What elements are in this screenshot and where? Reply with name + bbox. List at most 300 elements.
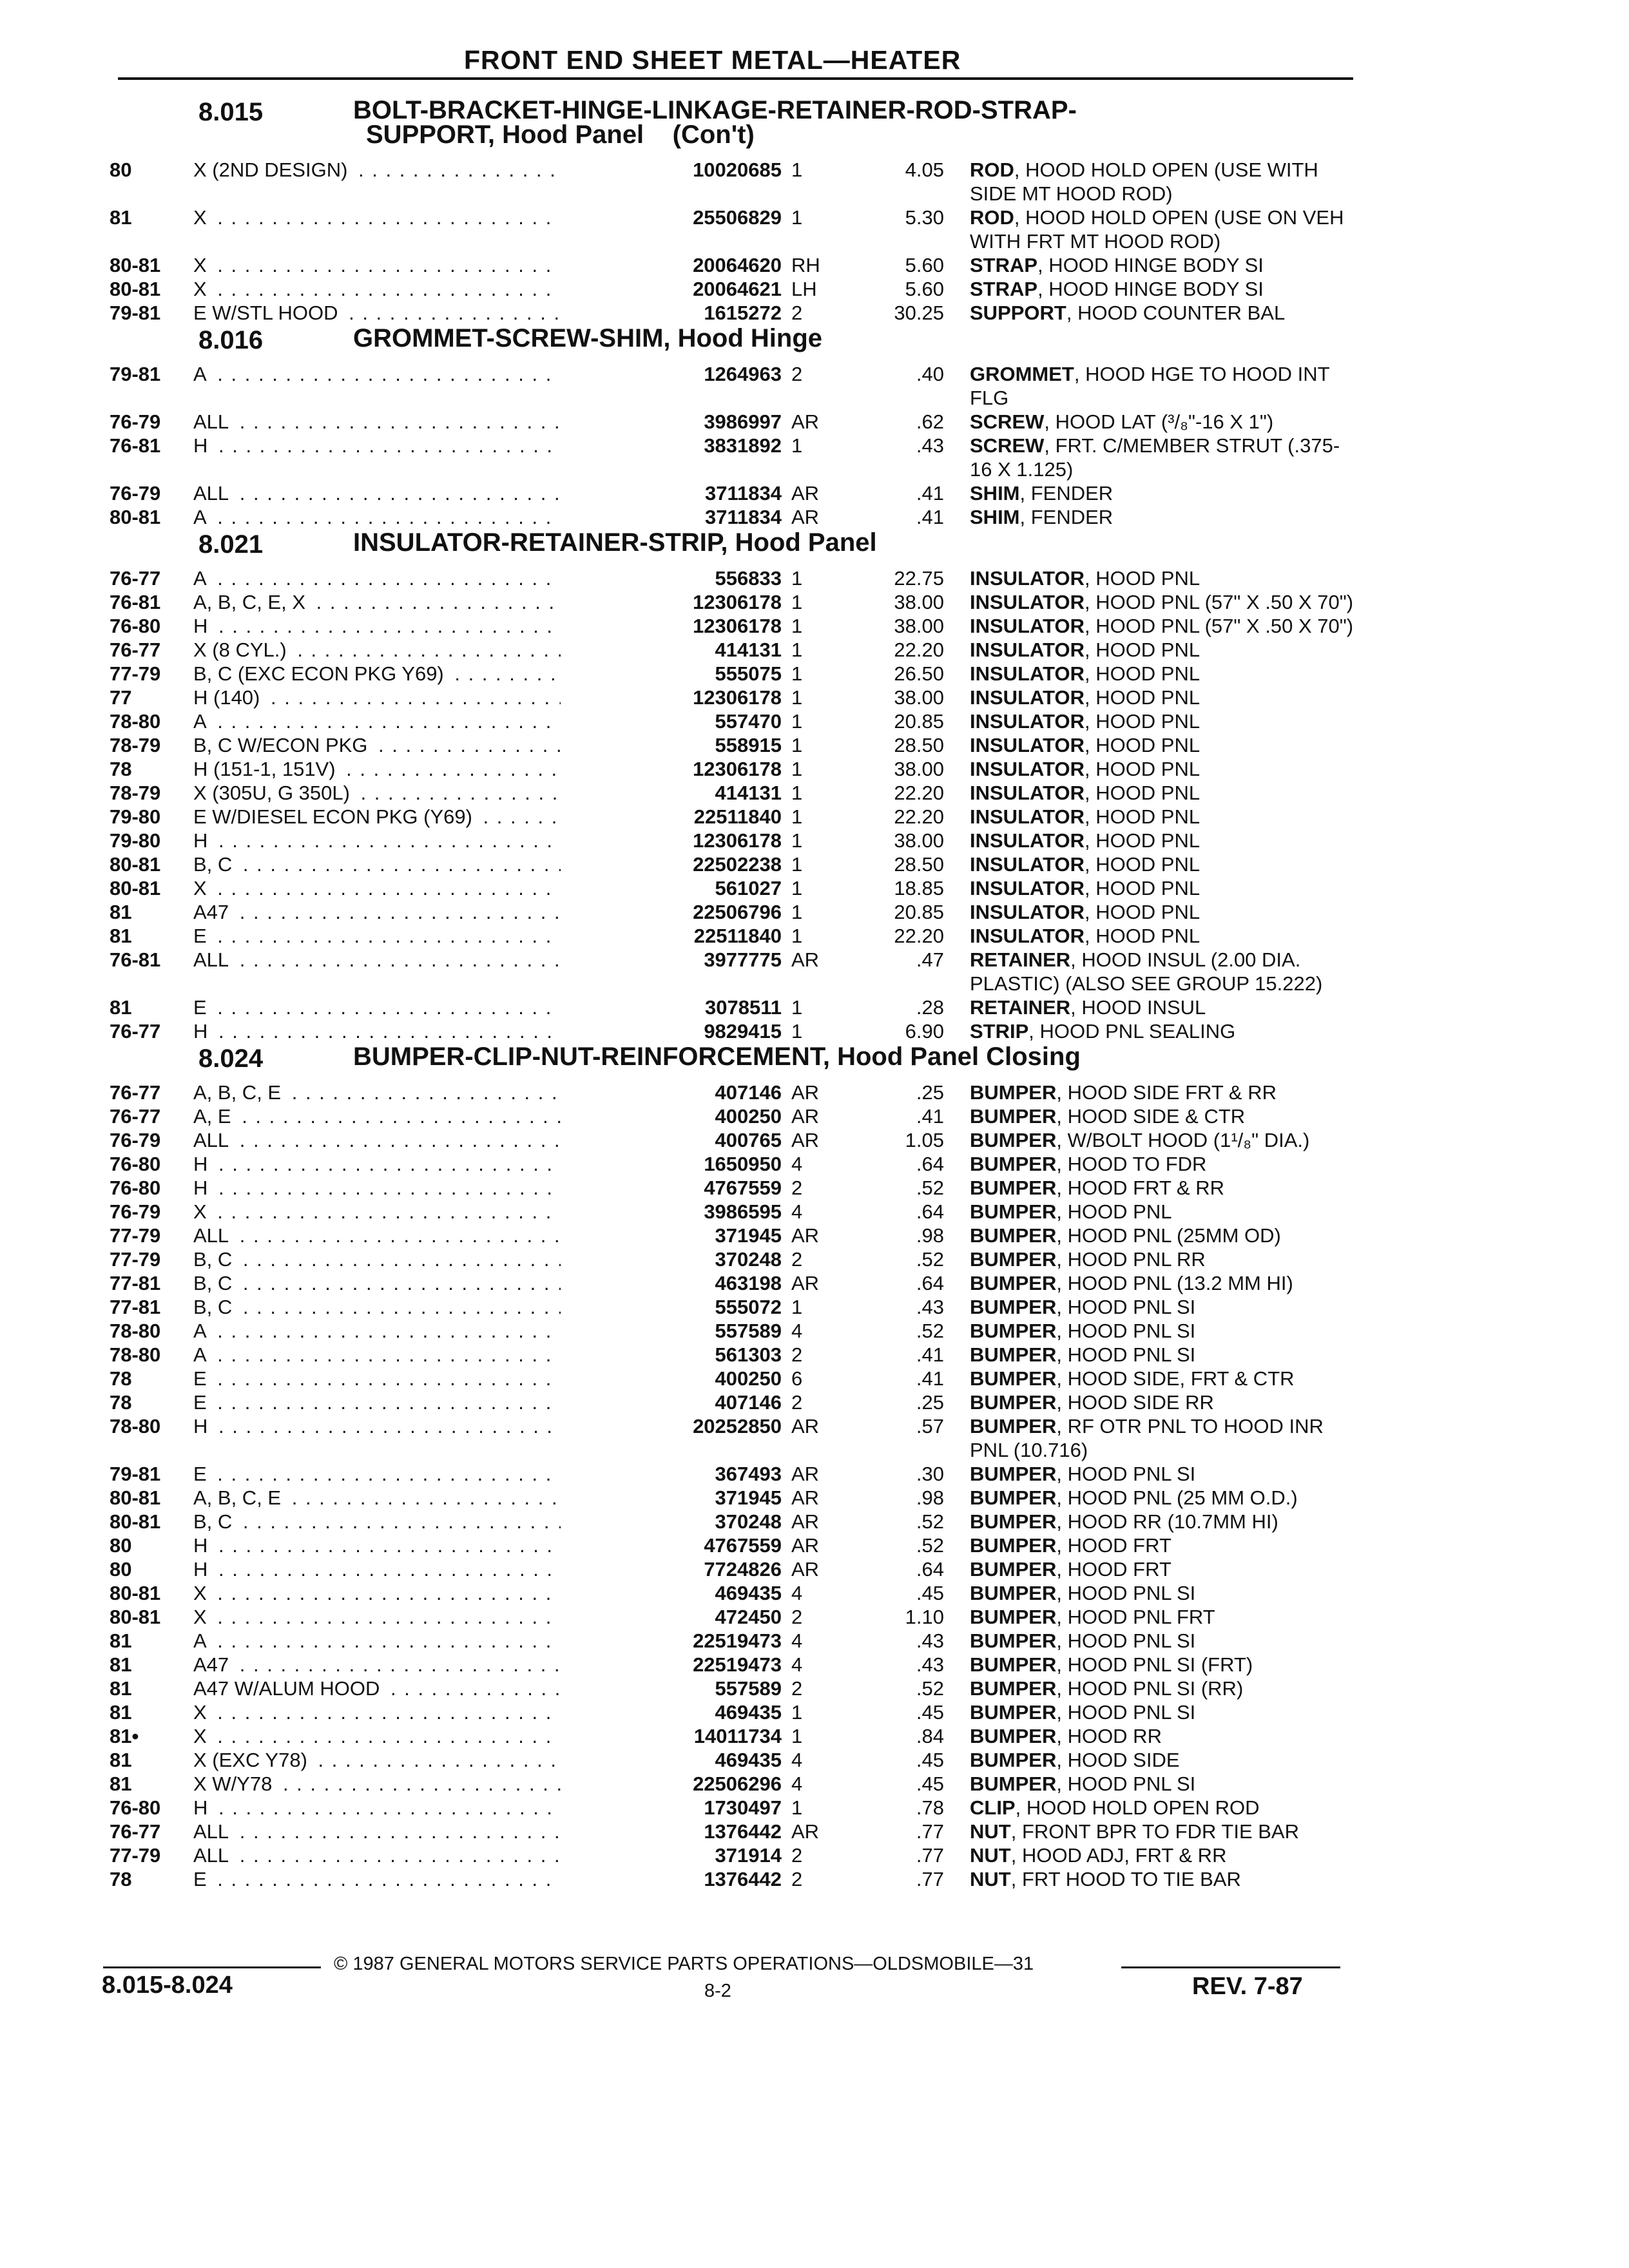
model-years: 78-80 (110, 710, 161, 733)
application-text: E W/STL HOOD (193, 302, 342, 324)
part-row (110, 686, 1353, 709)
model-years: 81 (110, 1773, 132, 1795)
price: .40 (916, 363, 944, 385)
application-text: H (193, 615, 211, 637)
part-row (110, 590, 1353, 614)
part-detail: , HOOD PNL (1084, 686, 1200, 709)
application-text: B, C (193, 1510, 236, 1533)
price: 22.20 (894, 805, 944, 828)
price: .43 (916, 1296, 944, 1318)
model-years: 81 (110, 1701, 132, 1724)
description (970, 1104, 1356, 1128)
description (970, 1748, 1356, 1772)
part-name: NUT (970, 1820, 1011, 1843)
price: 38.00 (894, 758, 944, 780)
part-name: SUPPORT (970, 302, 1066, 324)
application-text: H (193, 1177, 211, 1199)
part-detail: , W/BOLT HOOD (1¹/₈" DIA.) (1056, 1129, 1310, 1151)
price: .41 (916, 506, 944, 528)
part-number: 3986997 (561, 410, 782, 434)
application-text: X (2ND DESIGN) (193, 159, 351, 181)
section-number: 8.021 (198, 530, 264, 559)
model-years: 81 (110, 1629, 132, 1652)
price: .52 (916, 1677, 944, 1700)
part-number: 14011734 (561, 1724, 782, 1748)
part-detail: , FRONT BPR TO FDR TIE BAR (1010, 1820, 1299, 1843)
part-detail: , HOOD HINGE BODY SI (1037, 254, 1264, 276)
part-number: 3977775 (561, 948, 782, 972)
quantity: 1 (791, 758, 803, 780)
model-years: 79-81 (110, 363, 161, 385)
application-text: X (193, 1606, 211, 1628)
quantity: 1 (791, 734, 803, 756)
part-detail: , HOOD PNL (1084, 734, 1200, 756)
model-years: 80 (110, 1534, 132, 1557)
model-years: 80 (110, 1558, 132, 1581)
application-text: E (193, 1391, 211, 1414)
price: .30 (916, 1463, 944, 1485)
description (970, 781, 1356, 805)
quantity: 1 (791, 1020, 803, 1043)
quantity: 1 (791, 1701, 803, 1724)
part-row (110, 1557, 1353, 1581)
application-text: A (193, 363, 211, 385)
price: .62 (916, 410, 944, 433)
model-years: 78-79 (110, 782, 161, 804)
description (970, 1724, 1356, 1748)
application-text: ALL (193, 1224, 233, 1247)
price: .43 (916, 1653, 944, 1676)
application-text: H (193, 1558, 211, 1581)
part-number: 407146 (561, 1081, 782, 1104)
model-years: 79-81 (110, 1463, 161, 1485)
price: .98 (916, 1224, 944, 1247)
quantity: AR (791, 506, 820, 528)
part-number: 557589 (561, 1319, 782, 1343)
quantity: 1 (791, 686, 803, 709)
quantity: AR (791, 1820, 820, 1843)
description (970, 1557, 1356, 1581)
part-name: RETAINER (970, 948, 1071, 971)
part-number: 3711834 (561, 481, 782, 505)
model-years: 76-79 (110, 1129, 161, 1151)
part-row (110, 362, 1353, 410)
model-years: 76-77 (110, 639, 161, 661)
price: 28.50 (894, 734, 944, 756)
part-row (110, 1820, 1353, 1843)
quantity: 6 (791, 1367, 803, 1390)
part-name: BUMPER (970, 1105, 1057, 1128)
application-text: B, C (193, 1272, 236, 1294)
part-name: BUMPER (970, 1629, 1057, 1652)
part-row (110, 662, 1353, 686)
part-number: 22511840 (561, 805, 782, 829)
price: .43 (916, 1629, 944, 1652)
part-detail: , HOOD PNL SI (1056, 1463, 1196, 1485)
quantity: 4 (791, 1749, 803, 1771)
part-number: 22506296 (561, 1772, 782, 1796)
part-detail: , HOOD PNL SI (1056, 1296, 1196, 1318)
model-years: 76-80 (110, 1177, 161, 1199)
part-number: 555075 (561, 662, 782, 686)
quantity: 1 (791, 829, 803, 852)
description (970, 995, 1356, 1019)
description (970, 1772, 1356, 1796)
application-text: X (193, 1701, 211, 1724)
part-number: 12306178 (561, 757, 782, 781)
part-number: 9829415 (561, 1019, 782, 1043)
application-text: E (193, 1868, 211, 1890)
price: .45 (916, 1749, 944, 1771)
part-row (110, 757, 1353, 781)
quantity: AR (791, 1558, 820, 1581)
parts-listing (110, 97, 1353, 1891)
description (970, 876, 1356, 900)
part-number: 3986595 (561, 1200, 782, 1224)
part-number: 3711834 (561, 505, 782, 529)
part-name: SCREW (970, 410, 1045, 433)
part-name: NUT (970, 1868, 1011, 1890)
description (970, 481, 1356, 505)
part-name: BUMPER (970, 1749, 1057, 1771)
part-number: 371945 (561, 1224, 782, 1247)
part-number: 561027 (561, 876, 782, 900)
price: 22.75 (894, 567, 944, 590)
part-name: INSULATOR (970, 591, 1084, 613)
description (970, 505, 1356, 529)
part-number: 370248 (561, 1247, 782, 1271)
part-row (110, 733, 1353, 757)
quantity: 1 (791, 877, 803, 899)
price: .41 (916, 482, 944, 505)
application-text: H (193, 434, 211, 457)
price: 38.00 (894, 591, 944, 613)
quantity: 1 (791, 206, 803, 229)
application-text: H (193, 1534, 211, 1557)
part-number: 22502238 (561, 852, 782, 876)
price: .25 (916, 1081, 944, 1104)
description (970, 614, 1356, 638)
quantity: 1 (791, 1296, 803, 1318)
part-number: 414131 (561, 638, 782, 662)
application-text: X (193, 206, 211, 229)
description (970, 1677, 1356, 1700)
part-number: 469435 (561, 1700, 782, 1724)
model-years: 81 (110, 1653, 132, 1676)
part-number: 12306178 (561, 829, 782, 852)
part-name: INSULATOR (970, 758, 1084, 780)
part-name: BUMPER (970, 1606, 1057, 1628)
quantity: AR (791, 410, 820, 433)
footer-rule-left (103, 1966, 321, 1968)
application-text: B, C (193, 853, 236, 876)
part-name: INSULATOR (970, 901, 1084, 923)
model-years: 80-81 (110, 877, 161, 899)
description (970, 1343, 1356, 1367)
part-name: BUMPER (970, 1582, 1057, 1604)
description (970, 948, 1356, 995)
part-detail: , HOOD SIDE (1056, 1749, 1180, 1771)
model-years: 80-81 (110, 254, 161, 276)
section-header (110, 97, 1353, 158)
price: 5.30 (905, 206, 944, 229)
part-row (110, 1224, 1353, 1247)
part-row (110, 206, 1353, 253)
quantity: 1 (791, 639, 803, 661)
quantity: AR (791, 1534, 820, 1557)
part-name: BUMPER (970, 1510, 1057, 1533)
price: .25 (916, 1391, 944, 1414)
description (970, 434, 1356, 481)
part-row (110, 1462, 1353, 1486)
footer-copyright: © 1987 GENERAL MOTORS SERVICE PARTS OPERATIONS—OLDSMOBILE—31 (334, 1954, 1034, 1974)
part-name: BUMPER (970, 1653, 1057, 1676)
part-row (110, 1295, 1353, 1319)
part-name: INSULATOR (970, 686, 1084, 709)
model-years: 78 (110, 758, 132, 780)
part-row (110, 1796, 1353, 1820)
price: .77 (916, 1868, 944, 1890)
part-name: INSULATOR (970, 805, 1084, 828)
application-text: A47 W/ALUM HOOD (193, 1677, 383, 1700)
model-years: 77-79 (110, 1224, 161, 1247)
part-number: 1615272 (561, 301, 782, 325)
part-number: 22511840 (561, 924, 782, 948)
quantity: AR (791, 1224, 820, 1247)
model-years: 76-81 (110, 948, 161, 971)
part-detail: , HOOD HGE TO HOOD INT FLG (970, 363, 1330, 409)
price: .28 (916, 996, 944, 1019)
part-detail: , HOOD SIDE RR (1056, 1391, 1214, 1414)
part-row (110, 638, 1353, 662)
part-name: INSULATOR (970, 662, 1084, 685)
model-years: 81 (110, 206, 132, 229)
application-text: H (193, 829, 211, 852)
part-row (110, 1700, 1353, 1724)
price: .64 (916, 1558, 944, 1581)
part-name: BUMPER (970, 1320, 1057, 1342)
application-text: X (8 CYL.) (193, 639, 291, 661)
application-text: X (305U, G 350L) (193, 782, 354, 804)
model-years: 80-81 (110, 278, 161, 300)
part-name: INSULATOR (970, 853, 1084, 876)
quantity: 1 (791, 782, 803, 804)
quantity: 1 (791, 1725, 803, 1747)
description (970, 1081, 1356, 1104)
price: .52 (916, 1248, 944, 1271)
model-years: 78-80 (110, 1343, 161, 1366)
part-name: RETAINER (970, 996, 1071, 1019)
quantity: 2 (791, 1868, 803, 1890)
application-text: X (193, 1582, 211, 1604)
price: 26.50 (894, 662, 944, 685)
model-years: 78-80 (110, 1320, 161, 1342)
part-detail: , FENDER (1019, 506, 1113, 528)
page-title: FRONT END SHEET METAL—HEATER (464, 45, 961, 75)
section-number: 8.015 (198, 98, 264, 126)
price: .47 (916, 948, 944, 971)
part-name: BUMPER (970, 1081, 1057, 1104)
part-detail: , HOOD PNL SI (1056, 1582, 1196, 1604)
model-years: 76-79 (110, 482, 161, 505)
section-title-text: INSULATOR-RETAINER-STRIP, Hood Panel (353, 528, 877, 557)
part-name: BUMPER (970, 1558, 1057, 1581)
application-text: ALL (193, 410, 233, 433)
application-text: H (151-1, 151V) (193, 758, 340, 780)
part-detail: , HOOD PNL (1084, 829, 1200, 852)
part-detail: , HOOD PNL SI (RR) (1056, 1677, 1244, 1700)
model-years: 78 (110, 1367, 132, 1390)
description (970, 301, 1356, 325)
part-number: 3078511 (561, 995, 782, 1019)
application-text: ALL (193, 1820, 233, 1843)
part-number: 370248 (561, 1510, 782, 1533)
application-text: A (193, 1320, 211, 1342)
part-row (110, 1677, 1353, 1700)
price: .77 (916, 1820, 944, 1843)
part-name: BUMPER (970, 1415, 1057, 1437)
quantity: AR (791, 1463, 820, 1485)
application-text: E (193, 925, 211, 947)
description (970, 709, 1356, 733)
price: .64 (916, 1153, 944, 1175)
model-years: 77-81 (110, 1296, 161, 1318)
part-row (110, 1772, 1353, 1796)
part-name: BUMPER (970, 1391, 1057, 1414)
part-number: 1650950 (561, 1152, 782, 1176)
application-text: A (193, 1629, 211, 1652)
quantity: 1 (791, 853, 803, 876)
part-detail: , HOOD PNL (1084, 710, 1200, 733)
quantity: 4 (791, 1320, 803, 1342)
part-number: 414131 (561, 781, 782, 805)
description (970, 1390, 1356, 1414)
quantity: 2 (791, 302, 803, 324)
part-row (110, 1319, 1353, 1343)
section-title-text: BOLT-BRACKET-HINGE-LINKAGE-RETAINER-ROD-STRAP- (353, 96, 1077, 124)
part-row (110, 1343, 1353, 1367)
part-row (110, 1605, 1353, 1629)
part-row (110, 995, 1353, 1019)
part-detail: , HOOD PNL SI (1056, 1773, 1196, 1795)
part-detail: , HOOD RR (10.7MM HI) (1056, 1510, 1278, 1533)
part-name: BUMPER (970, 1773, 1057, 1795)
part-name: INSULATOR (970, 925, 1084, 947)
price: 22.20 (894, 782, 944, 804)
section-title (353, 98, 1077, 147)
part-row (110, 805, 1353, 829)
application-text: B, C (193, 1248, 236, 1271)
model-years: 76-80 (110, 1153, 161, 1175)
description (970, 206, 1356, 253)
quantity: AR (791, 1129, 820, 1151)
part-detail: , HOOD PNL (1084, 639, 1200, 661)
part-number: 20064620 (561, 253, 782, 277)
part-detail: , HOOD RR (1056, 1725, 1162, 1747)
application-text: ALL (193, 1844, 233, 1867)
section-title (353, 530, 877, 555)
part-number: 371914 (561, 1843, 782, 1867)
part-detail: , HOOD PNL (1084, 782, 1200, 804)
part-number: 20064621 (561, 277, 782, 301)
part-number: 7724826 (561, 1557, 782, 1581)
part-number: 555072 (561, 1295, 782, 1319)
quantity: 2 (791, 1844, 803, 1867)
description (970, 1700, 1356, 1724)
part-number: 20252850 (561, 1414, 782, 1438)
description (970, 852, 1356, 876)
quantity: RH (791, 254, 820, 276)
part-row (110, 948, 1353, 995)
part-detail: , HOOD PNL (1056, 1200, 1172, 1223)
description (970, 1271, 1356, 1295)
part-name: BUMPER (970, 1296, 1057, 1318)
part-number: 472450 (561, 1605, 782, 1629)
part-name: SHIM (970, 506, 1020, 528)
quantity: 1 (791, 710, 803, 733)
price: .45 (916, 1582, 944, 1604)
part-row (110, 481, 1353, 505)
price: 30.25 (894, 302, 944, 324)
part-row (110, 614, 1353, 638)
quantity: AR (791, 1510, 820, 1533)
price: 6.90 (905, 1020, 944, 1043)
description (970, 1319, 1356, 1343)
part-number: 1730497 (561, 1796, 782, 1820)
model-years: 81 (110, 1749, 132, 1771)
part-name: INSULATOR (970, 710, 1084, 733)
model-years: 81 (110, 925, 132, 947)
part-name: INSULATOR (970, 829, 1084, 852)
part-name: SHIM (970, 482, 1020, 505)
description (970, 277, 1356, 301)
quantity: 4 (791, 1629, 803, 1652)
description (970, 1019, 1356, 1043)
quantity: 2 (791, 363, 803, 385)
part-number: 463198 (561, 1271, 782, 1295)
model-years: 76-81 (110, 434, 161, 457)
part-detail: , HOOD PNL RR (1056, 1248, 1206, 1271)
part-name: BUMPER (970, 1486, 1057, 1509)
part-number: 4767559 (561, 1533, 782, 1557)
section-number: 8.016 (198, 326, 264, 354)
part-number: 407146 (561, 1390, 782, 1414)
application-text: X (193, 254, 211, 276)
price: 18.85 (894, 877, 944, 899)
description (970, 924, 1356, 948)
section-title (353, 326, 822, 351)
part-row (110, 1629, 1353, 1653)
part-row (110, 1581, 1353, 1605)
part-detail: , HOOD PNL (25MM OD) (1056, 1224, 1281, 1247)
part-detail: , HOOD SIDE & CTR (1056, 1105, 1246, 1128)
part-detail: , HOOD PNL (1084, 877, 1200, 899)
part-number: 22506796 (561, 900, 782, 924)
model-years: 76-79 (110, 410, 161, 433)
part-name: BUMPER (970, 1367, 1057, 1390)
application-text: E (193, 1463, 211, 1485)
price: 20.85 (894, 901, 944, 923)
part-row (110, 277, 1353, 301)
part-row (110, 900, 1353, 924)
price: .45 (916, 1701, 944, 1724)
part-detail: , HOOD PNL FRT (1056, 1606, 1215, 1628)
price: .41 (916, 1105, 944, 1128)
part-name: NUT (970, 1844, 1011, 1867)
part-row (110, 158, 1353, 206)
part-row (110, 1867, 1353, 1891)
application-text: E (193, 996, 211, 1019)
